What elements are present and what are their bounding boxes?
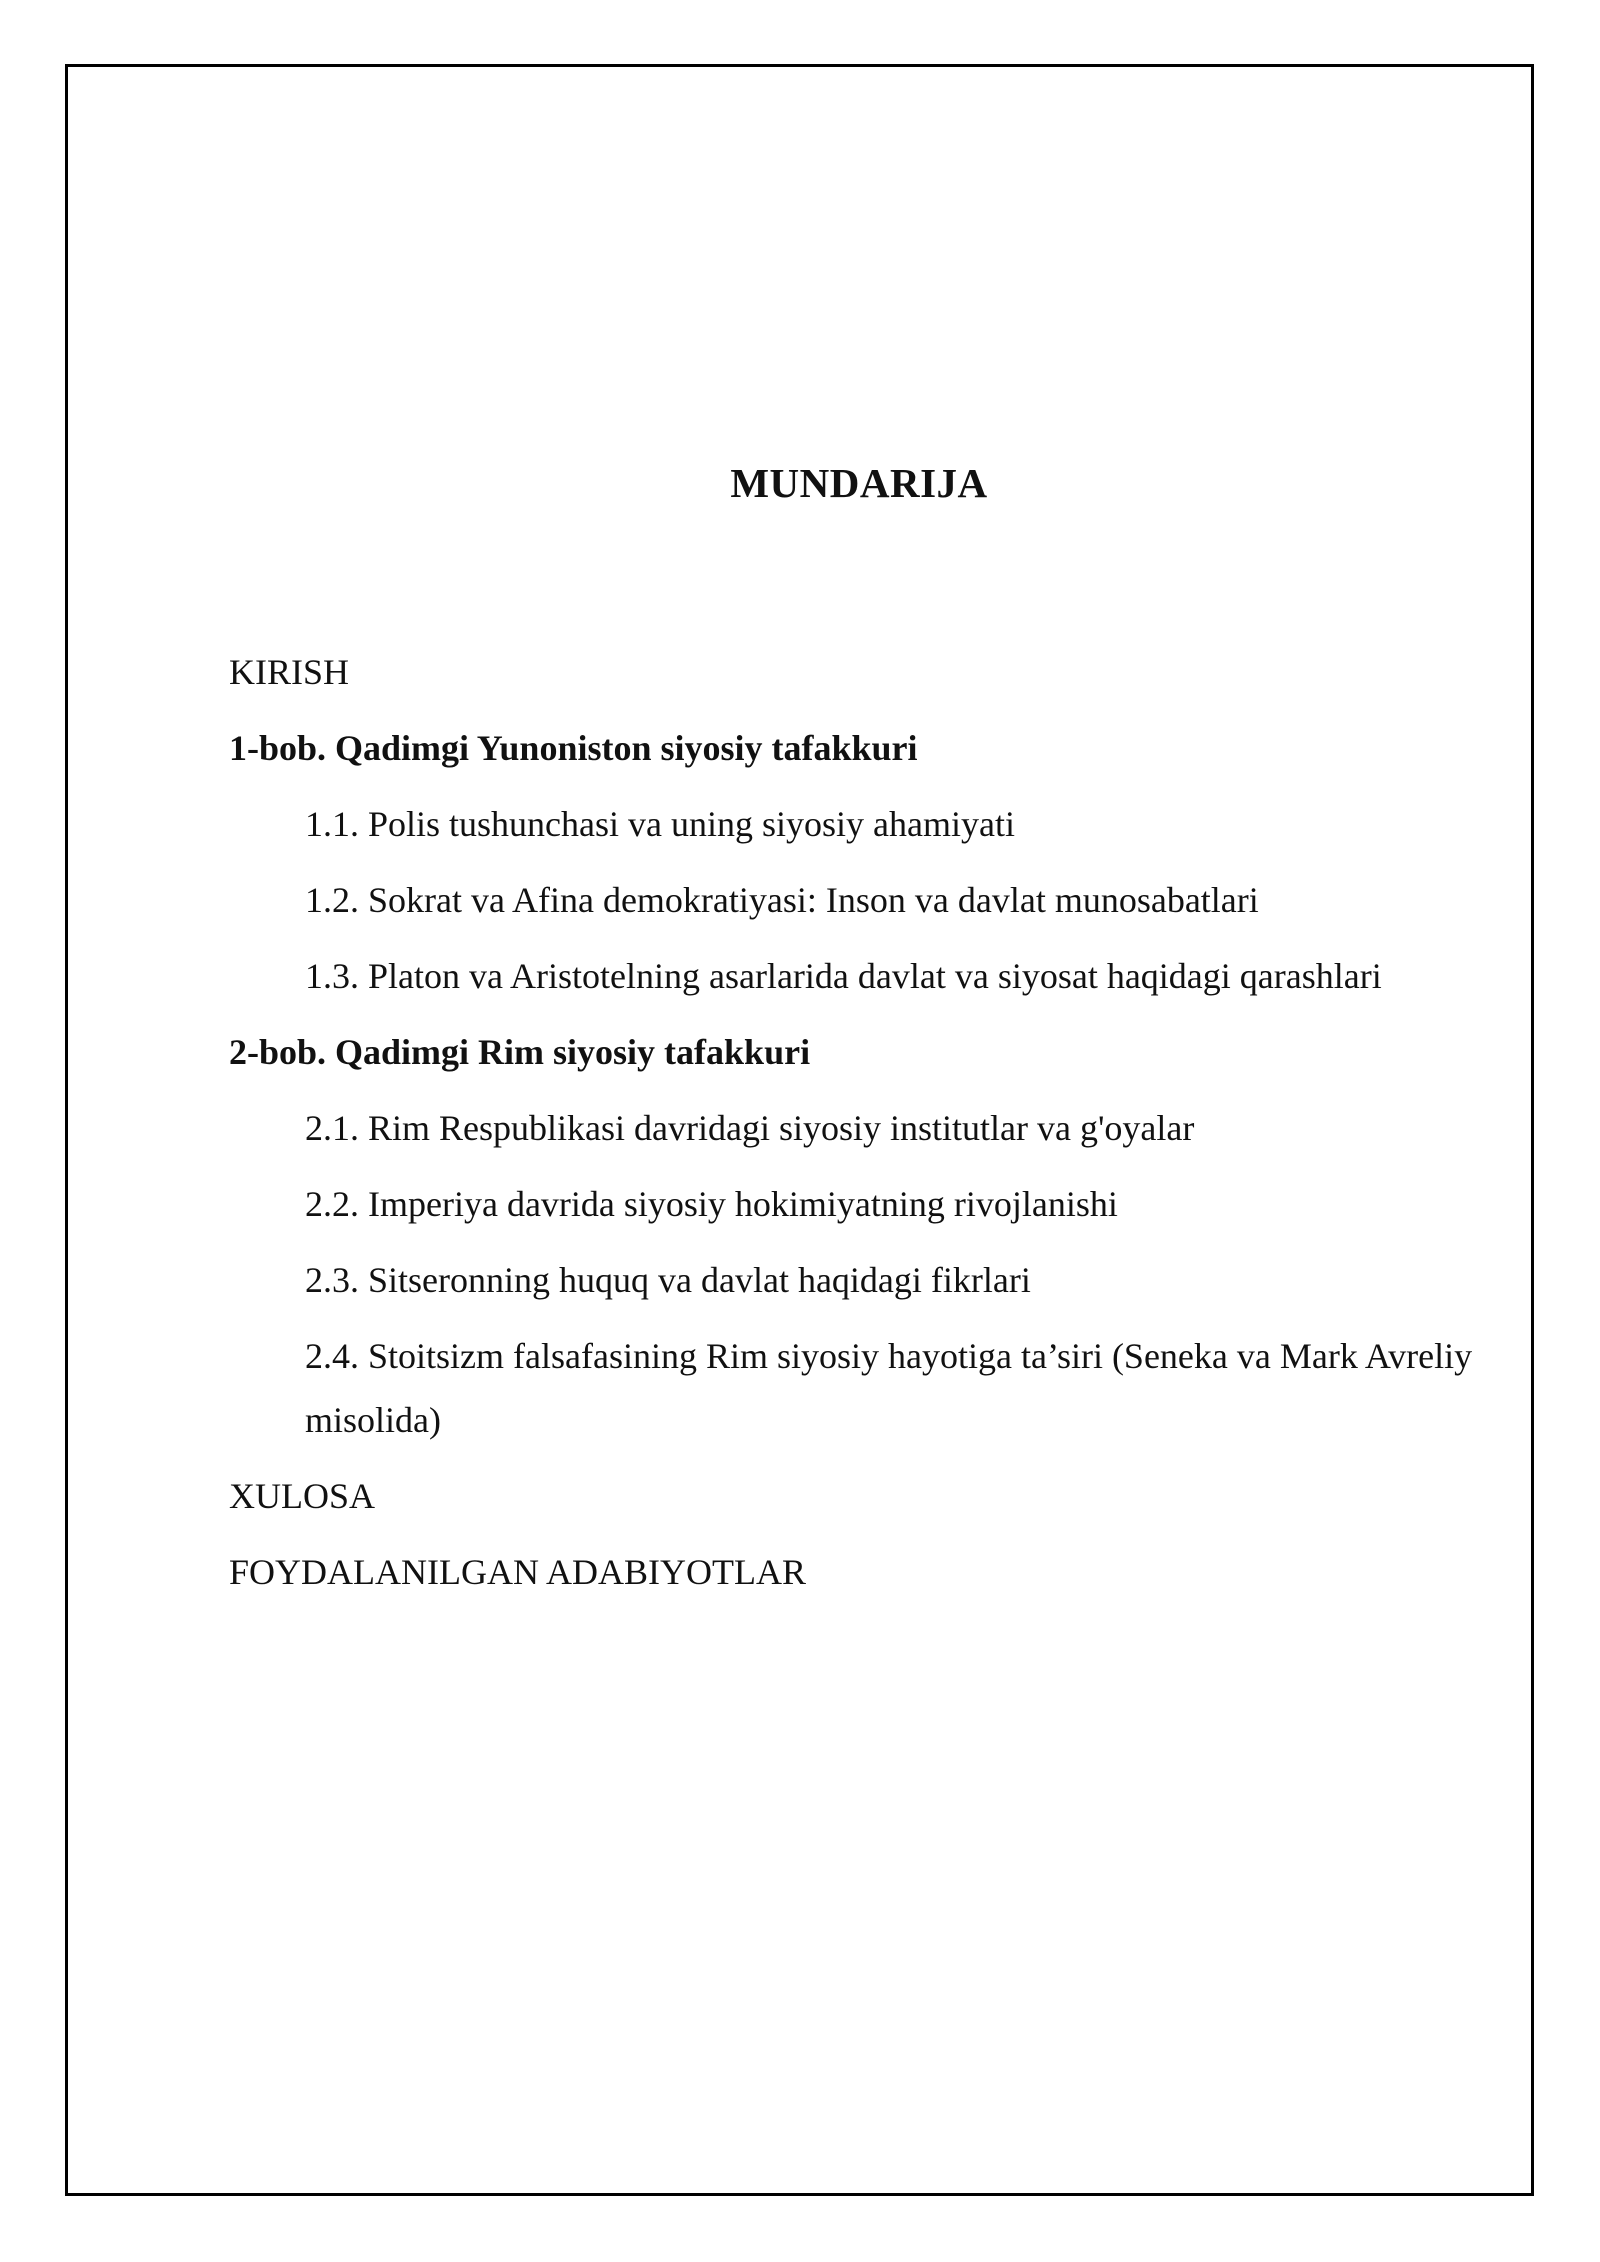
toc-entry-conclusion: XULOSA	[229, 1476, 376, 1516]
toc-entry-section-1-2: 1.2. Sokrat va Afina demokratiyasi: Inson va davlat munosabatlari	[305, 880, 1259, 920]
toc-entry-section-2-1: 2.1. Rim Respublikasi davridagi siyosiy institutlar va g'oyalar	[305, 1108, 1195, 1148]
toc-entry-section-2-3: 2.3. Sitseronning huquq va davlat haqidagi fikrlari	[305, 1260, 1031, 1300]
table-of-contents	[229, 640, 1479, 1616]
toc-entry-section-2-2: 2.2. Imperiya davrida siyosiy hokimiyatning rivojlanishi	[305, 1184, 1118, 1224]
toc-entry-references: FOYDALANILGAN ADABIYOTLAR	[229, 1552, 806, 1592]
page-title: MUNDARIJA	[730, 460, 988, 506]
toc-entry-introduction: KIRISH	[229, 652, 350, 692]
toc-entry-section-1-3: 1.3. Platon va Aristotelning asarlarida davlat va siyosat haqidagi qarashlari	[305, 956, 1382, 996]
toc-entry-section-1-1: 1.1. Polis tushunchasi va uning siyosiy ahamiyati	[305, 804, 1015, 844]
toc-entry-section-2-4: 2.4. Stoitsizm falsafasining Rim siyosiy hayotiga ta’siri (Seneka va Mark Avreliy misolida)	[305, 1336, 1473, 1440]
toc-entry-chapter-2: 2-bob. Qadimgi Rim siyosiy tafakkuri	[229, 1032, 811, 1072]
toc-entry-chapter-1: 1-bob. Qadimgi Yunoniston siyosiy tafakkuri	[229, 728, 918, 768]
